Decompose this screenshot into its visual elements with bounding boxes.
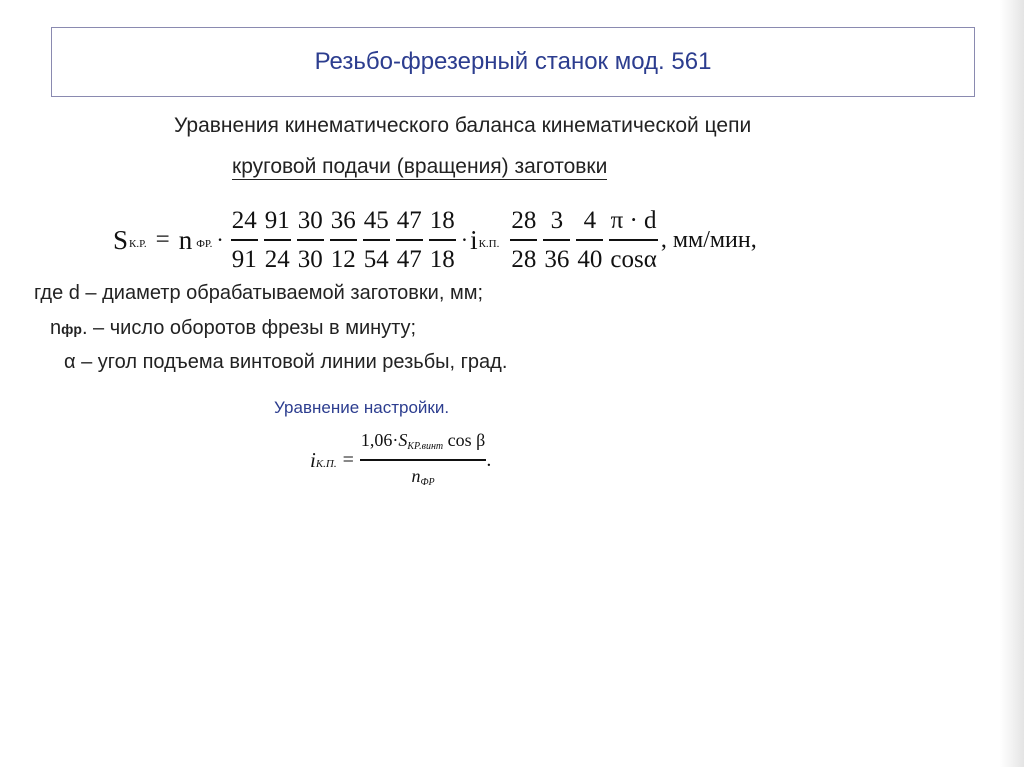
fraction-10 xyxy=(576,205,603,274)
definition-alpha: α – угол подъема винтовой линии резьбы, град. xyxy=(64,351,508,373)
formula-lhs-subscript: К.Р. xyxy=(129,238,147,250)
setting-i-symbol: i xyxy=(310,447,316,472)
fraction-8 xyxy=(510,205,537,274)
setting-s-subscript: КР.винт xyxy=(407,441,444,453)
setting-num-dot: · xyxy=(392,430,399,451)
fraction-denominator: 36 xyxy=(544,245,570,273)
fraction-4 xyxy=(330,205,357,274)
setting-end-dot: . xyxy=(486,448,492,471)
subtitle-line-1: Уравнения кинематического баланса кинематической цепи xyxy=(174,114,752,137)
formula-mult-1: · xyxy=(216,227,224,252)
slide-title: Резьбо-фрезерный станок мод. 561 xyxy=(314,48,712,75)
fraction-3 xyxy=(297,205,324,274)
fraction-denominator: 91 xyxy=(231,245,257,273)
formula-units: , мм/мин, xyxy=(660,226,757,253)
setting-n-symbol: n xyxy=(411,465,421,486)
fraction-numerator: π · d xyxy=(610,207,657,235)
fraction-denominator: 12 xyxy=(330,245,356,273)
formula-mult-2: · xyxy=(460,227,469,252)
setting-i-subscript: К.П. xyxy=(315,458,337,470)
formula-n-symbol: n xyxy=(178,224,193,255)
definition-n-symbol: n xyxy=(50,317,62,339)
formula-i-subscript: К.П. xyxy=(478,238,500,250)
definition-d: где d – диаметр обрабатываемой заготовки, мм; xyxy=(34,282,484,304)
definition-n-subscript: фр xyxy=(61,321,82,337)
fraction-9 xyxy=(543,205,570,274)
fraction-2 xyxy=(264,205,291,274)
fraction-denominator: 28 xyxy=(511,245,537,273)
fraction-denominator: 30 xyxy=(297,245,323,273)
fraction-denominator: 24 xyxy=(264,245,290,273)
setting-equation-title: Уравнение настройки. xyxy=(274,398,450,417)
setting-n-subscript: ФР xyxy=(420,476,435,488)
fraction-numerator: 91 xyxy=(264,207,290,235)
fraction-denominator: 18 xyxy=(429,245,455,273)
setting-cos-beta: cos β xyxy=(443,430,486,451)
fraction-denominator: 47 xyxy=(396,245,422,273)
fraction-1 xyxy=(231,205,258,274)
setting-fraction xyxy=(360,428,486,491)
fraction-numerator: 47 xyxy=(396,207,422,235)
setting-coef: 1,06 xyxy=(360,430,393,451)
setting-numerator xyxy=(360,428,486,456)
definition-n-text: . – число оборотов фрезы в минуту; xyxy=(81,317,417,339)
title-box xyxy=(51,27,975,97)
setting-denominator xyxy=(411,464,436,492)
fraction-numerator: 3 xyxy=(550,207,564,235)
formula-equals: = xyxy=(155,226,170,253)
fraction-numerator: 28 xyxy=(511,207,537,235)
fraction-numerator: 45 xyxy=(363,207,389,235)
fraction-numerator: 18 xyxy=(429,207,455,235)
kinematic-balance-formula xyxy=(113,200,757,280)
definition-n xyxy=(50,317,416,340)
fraction-denominator: 40 xyxy=(577,245,603,273)
fraction-6 xyxy=(396,205,423,274)
fraction-numerator: 4 xyxy=(583,207,597,235)
formula-i-symbol: i xyxy=(470,224,478,255)
fraction-numerator: 24 xyxy=(231,207,257,235)
setting-equals: = xyxy=(342,448,354,471)
subtitle-line-2: круговой подачи (вращения) заготовки xyxy=(232,155,608,178)
setting-s-symbol: S xyxy=(398,430,408,451)
fraction-numerator: 30 xyxy=(297,207,323,235)
setting-formula xyxy=(310,425,491,495)
fraction-denominator: cosα xyxy=(610,245,657,273)
fraction-7 xyxy=(429,205,456,274)
formula-lhs-symbol: S xyxy=(113,224,129,255)
fraction-denominator: 54 xyxy=(363,245,389,273)
formula-n-subscript: ФР. xyxy=(196,238,213,250)
fraction-5 xyxy=(363,205,390,274)
fraction-numerator: 36 xyxy=(330,207,356,235)
fraction-pi-d-over-cos-alpha xyxy=(609,205,657,274)
